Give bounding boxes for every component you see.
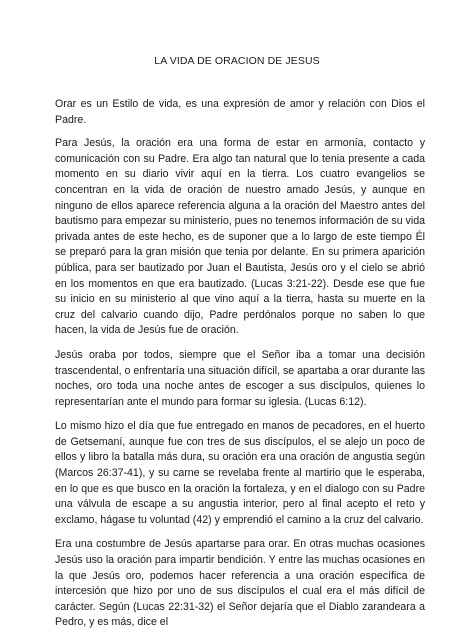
paragraph: Lo mismo hizo el día que fue entregado en manos de pecadores, en el huerto de Getsemaní, aunque fue con tres de sus discípulos, el se alejo un poco de ellos y libro la batalla más dura, su oración era una oración de angustia según (Marcos 26:37-41), y su carne se revelaba frente al martirio que le esperaba, en lo que es que busco en la oración la fortaleza, y en el dialogo con su Padre una válvula de escape a su angustia interior, pero al final acepto el reto y exclamo, hágase tu voluntad (42) y emprendió el camino a la cruz del calvario. [55, 420, 425, 526]
paragraph: Era una costumbre de Jesús apartarse para orar. En otras muchas ocasiones Jesús uso la oración para impartir bendición. Y entre las muchas ocasiones en la que Jesús oro, podemos hacer referencia a una oración específica de intercesión que hizo por uno de sus discípulos el cual era el más difícil de carácter. Según (Lucas 22:31-32) el Señor dejaría que el Diablo zarandeara a Pedro, y es más, dice el [55, 538, 425, 629]
document-title: LA VIDA DE ORACION DE JESUS [154, 55, 320, 67]
paragraph: Jesús oraba por todos, siempre que el Señor iba a tomar una decisión trascendental, o enfrentaría una situación difícil, se apartaba a orar durante las noches, oro toda una noche antes de escoger a sus discípulos, quienes lo representarían ante el mundo para formar su iglesia. (Lucas 6:12). [55, 348, 425, 408]
document-body [55, 97, 425, 640]
paragraph: Para Jesús, la oración era una forma de estar en armonía, contacto y comunicación con su Padre. Era algo tan natural que lo tenia presente a cada momento en su diario vivir aquí en la tierra. Los cuatro evangelios se concentran en la vida de oración de nuestro amado Jesús, y aunque en ninguno de ellos aparece referencia alguna a la oración del Maestro antes del bautismo para empezar su ministerio, pues no tenemos información de su vida privada antes de este hecho, es de suponer que a lo largo de este tiempo Él se preparó para la gran misión que tenia por delante. En su primera aparición pública, para ser bautizado por Juan el Bautista, Jesús oro y el cielo se abrió en los momentos en que era bautizado. (Lucas 3:21-22). Desde ese que fue su inicio en su ministerio al que vino aquí a la tierra, hasta su muerte en la cruz del calvario cuando dijo, Padre perdónalos porque no saben lo que hacen, la vida de Jesús fue de oración. [55, 137, 425, 337]
paragraph: Orar es un Estilo de vida, es una expresión de amor y relación con Dios el Padre. [55, 98, 425, 126]
